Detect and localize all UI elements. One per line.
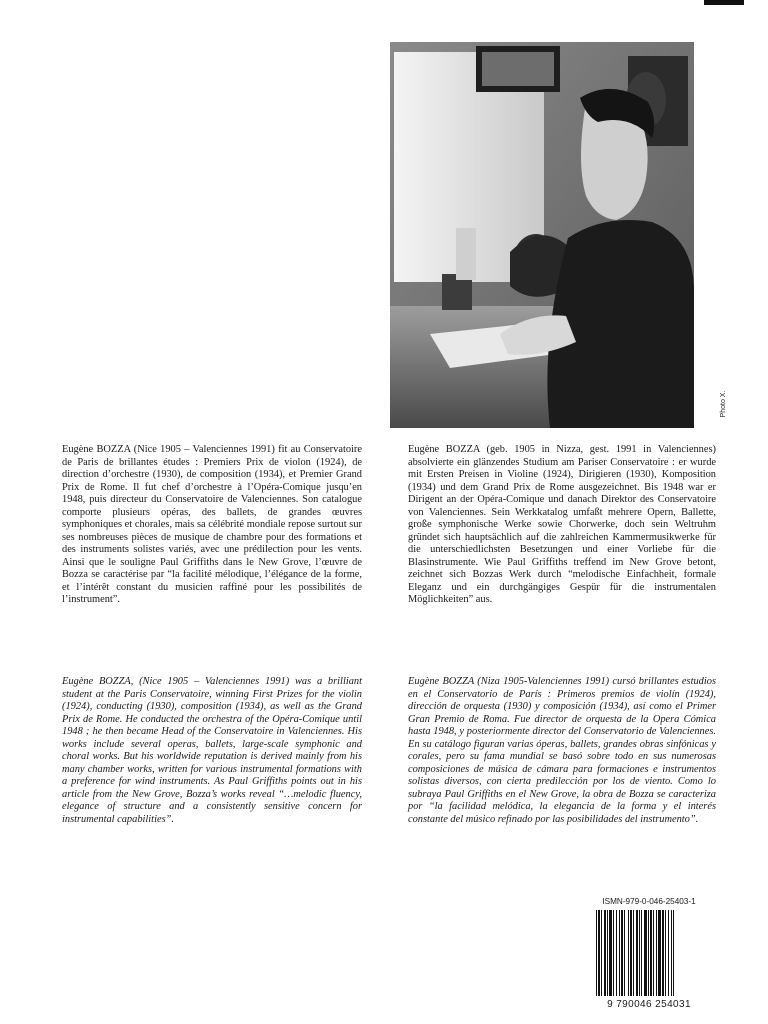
ismn-label: ISMN-979-0-046-25403-1 <box>602 897 696 906</box>
barcode-bar <box>630 910 632 996</box>
barcode-bar <box>653 910 654 996</box>
barcode-bar <box>596 910 597 996</box>
composer-photograph <box>390 42 694 428</box>
biography-spanish: Eugène BOZZA (Niza 1905-Valenciennes 1991) cursó brillantes estudios en el Conservatorio de París : Primeros premios de violín (1924), dirección de orquesta (1930) y composición (1934), así como el Primer Gran Premio de Roma. Fue director de orquesta de la Opera Cómica hasta 1948, y posteriormente director del Conservatorio de Valenciennes. En su catálogo figuran varias óperas, ballets, grandes obras sinfónicas y corales, pero su fama mundial se basó sobre todo en sus numerosas composiciones de música de cámara para formaciones e instrumentos solistas diversos, con cierta predilección por los de viento. Como lo subraya Paul Griffiths en el New Grove, la obra de Bozza se caracteriza por “la facilidad melódica, la elegancia de la forma y el interés constante del músico refinado por las posibilidades del instrumento”. <box>408 676 716 825</box>
barcode-bar <box>668 910 669 996</box>
biography-english: Eugène BOZZA, (Nice 1905 – Valenciennes 1991) was a brilliant student at the Paris Conservatoire, winning First Prizes for the violin (1924), conducting (1930), composition (1934), as well as the Grand Prix de Rome. He conducted the orchestra of the Opéra-Comique until 1948 ; he then became Head of the Conservatoire in Valenciennes. His works include several operas, ballets, large-scale symphonic and choral works. But his worldwide reputation is derived mainly from his many chamber works, written for various instrumental formations with a preference for wind instruments. As Paul Griffiths points out in his article from the New Grove, Bozza’s works reveal “…melodic fluency, elegance of structure and a consistently sensitive concern for instrumental capabilities”. <box>62 676 362 825</box>
barcode-bar <box>598 910 600 996</box>
barcode-bar <box>644 910 647 996</box>
barcode-bar <box>641 910 642 996</box>
corner-mark <box>704 0 744 5</box>
barcode-digits: 9 790046 254031 <box>607 999 691 1010</box>
barcode-bar <box>628 910 629 996</box>
barcode-bar <box>624 910 625 996</box>
barcode-bar <box>671 910 672 996</box>
barcode-bar <box>609 910 612 996</box>
barcode-bar <box>607 910 608 996</box>
biography-german: Eugène BOZZA (geb. 1905 in Nizza, gest. 1991 in Valenciennes) absolvierte ein glänzendes Studium am Pariser Conservatoire : er wurde mit Ersten Preisen in Violine (1924), Dirigieren (1930), Komposition (1934) und dem Grand Prix de Rome ausgezeichnet. Bis 1948 war er Dirigent an der Opéra-Comique und danach Direktor des Conservatoire von Valenciennes. Sein Werkkatalog umfaßt mehrere Opern, Ballette, große symphonische Werke sowie Chorwerke, doch sein Weltruhm gründet sich hauptsächlich auf die zahlreichen Kammermusikwerke für die unterschiedlichsten Besetzungen und einer Vorliebe für die Blasinstrumente. Wie Paul Griffiths treffend im New Grove betont, zeichnet sich Bozzas Werk durch “melodische Einfachheit, formale Eleganz und ein durchgängiges Gespür für die instrumentalen Möglichkeiten” aus. <box>408 444 716 605</box>
barcode-bars <box>594 910 704 996</box>
barcode-bar <box>656 910 657 996</box>
barcode-bar <box>621 910 623 996</box>
photo-illustration <box>390 42 694 428</box>
barcode-bar <box>662 910 664 996</box>
biography-french: Eugène BOZZA (Nice 1905 – Valenciennes 1991) fit au Conservatoire de Paris de brillantes études : Premiers Prix de violon (1924), de direction d’orchestre (1930), de composition (1934), et Premier Grand Prix de Rome. Il fut chef d’orchestre à l’Opéra-Comique jusqu’en 1948, puis directeur du Conservatoire de Valenciennes. Son catalogue comporte plusieurs opéras, des ballets, de grandes œuvres symphoniques et chorales, mais sa célébrité mondiale repose surtout sur ses nombreuses pièces de musique de chambre pour des formations et des instruments solistes variés, avec une prédilection pour les vents. Ainsi que le souligne Paul Griffiths dans le New Grove, l’œuvre de Bozza se caractérise par “la facilité mélodique, l’élégance de la forme, et l’intérêt constant du musicien raffiné pour les possibilités de l’instrument”. <box>62 444 362 605</box>
barcode-bar <box>665 910 666 996</box>
barcode-svg <box>594 910 704 996</box>
barcode-bar <box>650 910 652 996</box>
photo-credit: Photo X. <box>720 390 727 418</box>
barcode-bar <box>673 910 674 996</box>
barcode-bar <box>613 910 614 996</box>
barcode-bar <box>658 910 661 996</box>
barcode-bar <box>604 910 606 996</box>
barcode-bar <box>639 910 640 996</box>
barcode-bar <box>601 910 602 996</box>
barcode-bar <box>636 910 638 996</box>
barcode <box>590 896 708 1020</box>
barcode-bar <box>648 910 649 996</box>
barcode-bar <box>633 910 634 996</box>
barcode-bar <box>616 910 617 996</box>
barcode-bar <box>619 910 620 996</box>
